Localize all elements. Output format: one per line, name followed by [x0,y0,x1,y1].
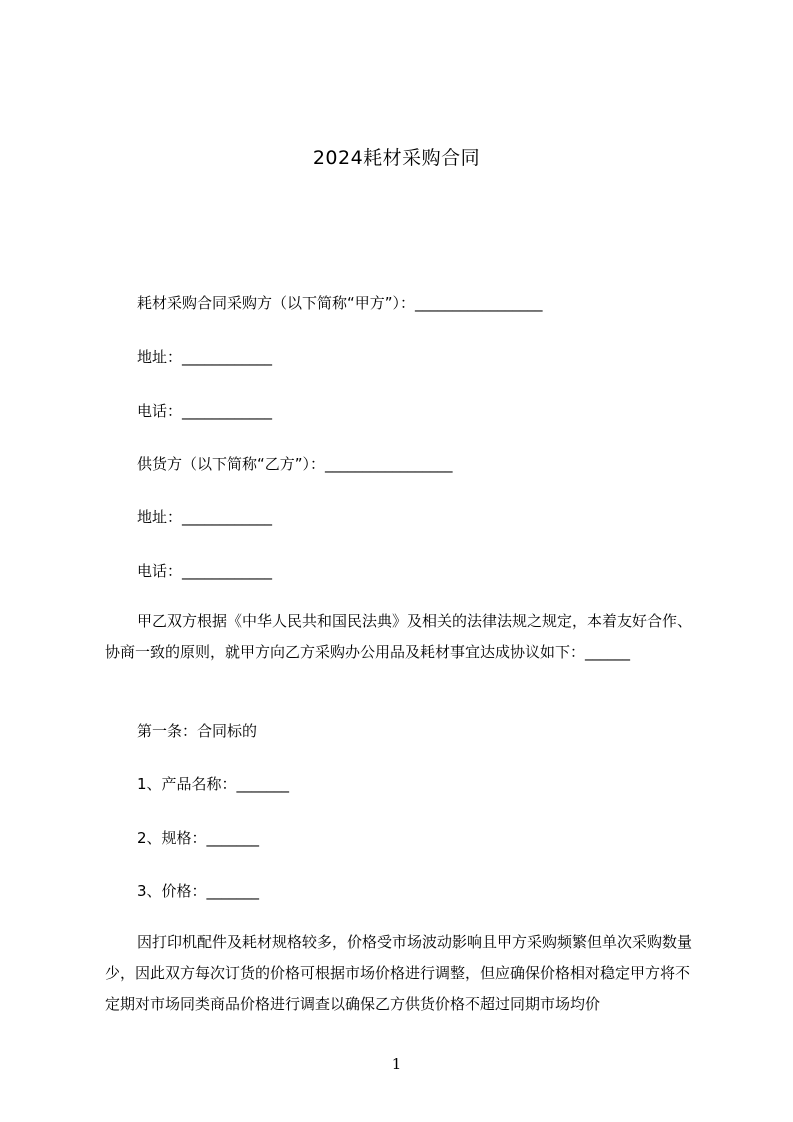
buyer-phone: 电话：____________ [137,402,273,420]
page-number: 1 [391,1055,402,1073]
supplier-line: 供货方（以下简称“乙方”）：_________________ [137,455,453,473]
item-product-name: 1、产品名称：_______ [137,775,290,793]
intro-paragraph: 甲乙双方根据《中华人民共和国民法典》及相关的法律法规之规定，本着友好合作、协商一致的原则，就甲方向乙方采购办公用品及耗材事宜达成协议如下：______ [105,612,693,661]
buyer-line: 耗材采购合同采购方（以下简称“甲方”）：_________________ [137,294,543,312]
article1-heading: 第一条：合同标的 [137,722,258,740]
buyer-address: 地址：____________ [137,348,273,366]
supplier-phone: 电话：____________ [137,562,273,580]
item-price: 3、价格：_______ [137,882,260,900]
item-specification: 2、规格：_______ [137,829,260,847]
supplier-address: 地址：____________ [137,508,273,526]
document-title: 2024耗材采购合同 [312,147,481,169]
price-paragraph: 因打印机配件及耗材规格较多，价格受市场波动影响且甲方采购频繁但单次采购数量少，因此双方每次订货的价格可根据市场价格进行调整，但应确保价格相对稳定甲方将不定期对市场同类商品价格进行调查以确保乙方供货价格不超过同期市场均价 [105,933,693,1013]
